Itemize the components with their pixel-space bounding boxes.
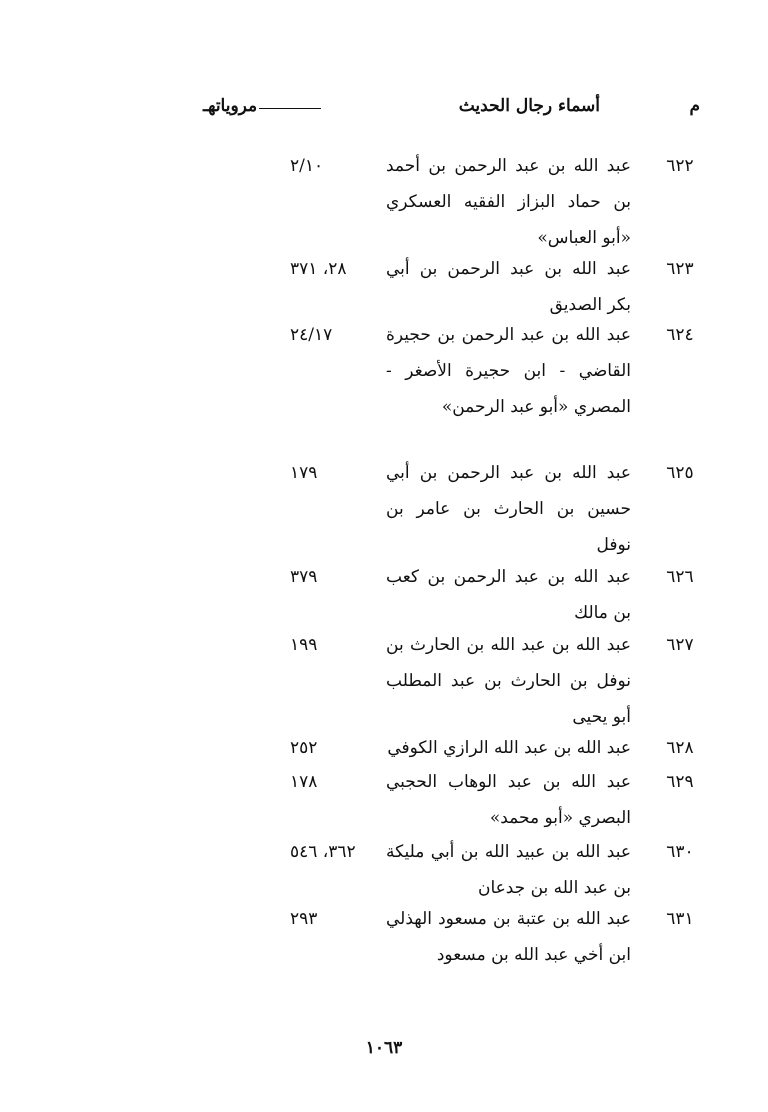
entry-reference: ١٩٩	[290, 635, 318, 655]
entry-reference: ٢/١٠	[290, 156, 324, 176]
entry-number: ٦٢٧	[666, 635, 694, 655]
entry-name: عبد الله بن عبد الله بن الحارث بن نوفل بن الحارث بن عبد المطلب أبو يحيى	[386, 635, 631, 727]
header-narrations-rule	[259, 108, 321, 109]
page-number: ١٠٦٣	[365, 1038, 403, 1058]
entry-reference: ٢٤/١٧	[290, 325, 333, 345]
entry-number: ٦٢٥	[666, 463, 694, 483]
entry-number: ٦٣١	[666, 909, 694, 929]
header-names-label: أسماء رجال الحديث	[458, 96, 600, 116]
entry-number: ٦٢٢	[666, 156, 694, 176]
entry-reference: ٢٨، ٣٧١	[290, 259, 347, 279]
entry-reference: ٢٩٣	[290, 909, 318, 929]
entry-reference: ١٧٩	[290, 463, 318, 483]
entry-number: ٦٢٣	[666, 259, 694, 279]
entry-number: ٦٣٠	[666, 842, 694, 862]
entry-reference: ١٧٨	[290, 772, 318, 792]
entry-reference: ٣٦٢، ٥٤٦	[290, 842, 356, 862]
entry-name: عبد الله بن عبد الرحمن بن أحمد بن حماد البزاز الفقيه العسكري «أبو العباس»	[386, 156, 631, 248]
entry-name: عبد الله بن عبد الرحمن بن حجيرة القاضي - ابن حجيرة الأصغر - المصري «أبو عبد الرحمن»	[386, 325, 631, 417]
header-number-label: م	[689, 96, 700, 116]
header-narrations-label: مروياتهـ	[203, 96, 258, 116]
entry-number: ٦٢٤	[666, 325, 694, 345]
header-narrations	[203, 96, 321, 116]
entry-name: عبد الله بن عبد الوهاب الحجبي البصري «أبو محمد»	[386, 772, 631, 828]
entry-number: ٦٢٦	[666, 567, 694, 587]
entry-number: ٦٢٨	[666, 738, 694, 758]
entry-reference: ٢٥٢	[290, 738, 318, 758]
entry-name: عبد الله بن عبيد الله بن أبي مليكة بن عبد الله بن جدعان	[386, 842, 631, 898]
entry-name: عبد الله بن عبد الرحمن بن كعب بن مالك	[386, 567, 631, 623]
entry-name: عبد الله بن عبد الرحمن بن أبي بكر الصديق	[386, 259, 631, 315]
entry-name: عبد الله بن عبد الرحمن بن أبي حسين بن الحارث بن عامر بن نوفل	[386, 463, 631, 555]
entry-name: عبد الله بن عبد الله الرازي الكوفي	[387, 738, 631, 758]
entry-reference: ٣٧٩	[290, 567, 318, 587]
entry-number: ٦٢٩	[666, 772, 694, 792]
entry-name: عبد الله بن عتبة بن مسعود الهذلي ابن أخي عبد الله بن مسعود	[386, 909, 631, 965]
